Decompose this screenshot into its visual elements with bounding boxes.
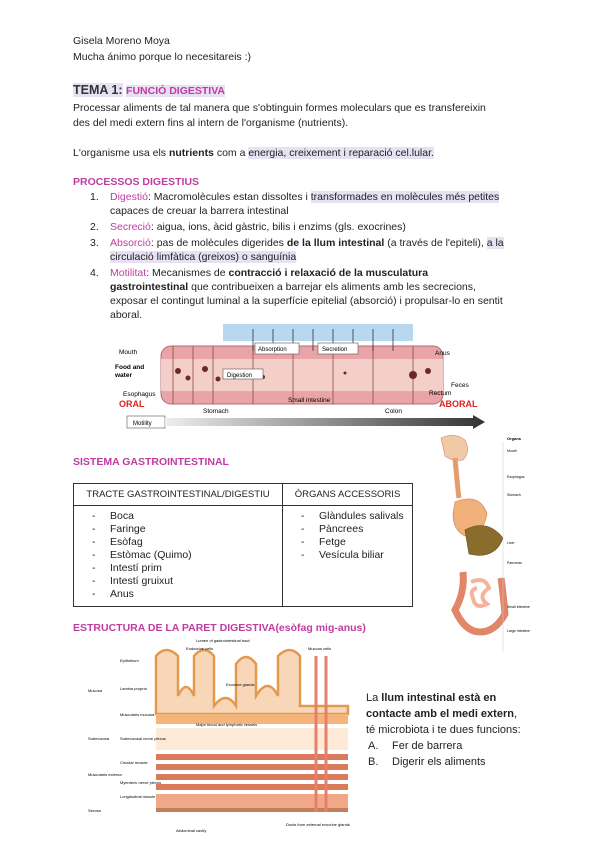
author-name: Gisela Moreno Moya (73, 35, 170, 47)
item-term: Digestió (110, 191, 148, 203)
list-item-text: Anus (110, 588, 134, 600)
submucosa-label: Submucosa (88, 736, 110, 741)
item-text: : aigua, ions, àcid gàstric, bilis i enzims (gls. exocrines) (150, 221, 406, 233)
epithelium-label: Epithelium (120, 658, 139, 663)
vessels-label: Major blood and lymphatic vessels (196, 722, 258, 727)
tracte-cell (74, 506, 283, 607)
anus-label: Anus (435, 350, 450, 357)
organ-label: Large intestine (507, 629, 530, 633)
mucosa-label: Mucosa (88, 688, 103, 693)
item-bold: de la llum intestinal (286, 237, 385, 249)
tube-lumen (161, 359, 443, 391)
aboral-label: ABORAL (439, 399, 478, 409)
motility-label: Motility (133, 421, 152, 427)
item-number: 3. (90, 237, 99, 249)
bullet-dash: - (301, 523, 305, 535)
water-label: water (115, 372, 132, 379)
list-item (90, 220, 530, 234)
item-number: 4. (90, 267, 99, 279)
llum-line-3: té microbiota i te dues funcions: (366, 724, 521, 736)
bullet-dash: - (301, 510, 305, 522)
estructura-title: ESTRUCTURA DE LA PARET DIGESTIVA (73, 622, 276, 634)
submucosal-plexus-label: Submucosal nerve plexus (120, 736, 166, 741)
list-item (90, 190, 530, 204)
list-item-text: Boca (110, 510, 134, 522)
item-bold-cont: gastrointestinal (110, 281, 189, 293)
organs-list (301, 510, 412, 562)
organ-label: Liver (507, 541, 515, 545)
nutrients-paragraph (73, 146, 434, 160)
item-text: : Mecanismes de (146, 267, 229, 279)
greeting: Mucha ánimo porque lo necesitareis :) (73, 51, 252, 63)
endocrine-cells-label: Endocrine cells (186, 646, 214, 651)
bullet-dash: - (301, 549, 305, 561)
digestive-wall-diagram (86, 636, 364, 836)
digestion-label: Digestion (227, 373, 253, 379)
item-text-cont: capaces de creuar la barrera intestinal (110, 205, 289, 217)
item-term: Absorció (110, 237, 151, 249)
llum-bold-1: llum intestinal està en (381, 692, 497, 704)
sistema-table (73, 483, 413, 607)
serosa-label: Serosa (88, 808, 101, 813)
list-item (90, 236, 530, 250)
list-item (92, 536, 282, 549)
item-text: Fer de barrera (392, 740, 463, 752)
list-item-text: Vesícula biliar (319, 549, 384, 561)
nutrients-pre: L'organisme usa els (73, 147, 169, 159)
bullet-dash: - (92, 549, 96, 561)
list-item-text: Pàncrees (319, 523, 364, 535)
list-item (301, 536, 412, 549)
organs-cell (283, 506, 413, 607)
submucosa-band (156, 728, 348, 750)
list-item-text: Intestí gruixut (110, 575, 174, 587)
item-text: : Macromolècules estan dissoltes i (147, 191, 311, 203)
list-item (92, 510, 282, 523)
processos-list (90, 190, 530, 322)
title-tema: TEMA 1: (73, 83, 123, 97)
esophagus-label: Esophagus (123, 391, 156, 398)
item-highlight-cont: circulació limfàtica (greixos) o sanguínia (110, 251, 297, 263)
bullet-dash: - (92, 588, 96, 600)
tracte-list (92, 510, 282, 601)
nutrients-bold: nutrients (168, 147, 214, 159)
list-item (92, 523, 282, 536)
list-item (92, 588, 282, 601)
item-letter: A. (368, 740, 379, 752)
item-text: : pas de molècules digerides (150, 237, 287, 249)
list-item (92, 562, 282, 575)
llum-pre: La (366, 692, 382, 704)
list-item (301, 523, 412, 536)
lamina-label: Lamina propria (120, 686, 147, 691)
longitudinal-muscle-label: Longitudinal muscle (120, 794, 156, 799)
item-text: Digerir els aliments (392, 756, 486, 768)
organ-label: Small intestine (507, 605, 530, 609)
rectum-label: Rectum (429, 390, 452, 397)
mucous-cells-label: Mucous cells (308, 646, 332, 651)
nutrients-highlight: energia, creixement i reparació cel.lular. (248, 147, 434, 159)
item-text: que contribueixen a barrejar els aliments amb les secrecions, (188, 281, 476, 293)
item-highlight: a la (486, 237, 504, 249)
list-item (92, 575, 282, 588)
item-text-cont: aboral. (110, 309, 143, 321)
bullet-dash: - (92, 562, 96, 574)
item-text-cont: exposar el contingut luminal a la superfície epitelial (absorció) i propulsar-lo en sentit (110, 295, 503, 307)
organ-label: Esophagus (507, 475, 525, 479)
lumen-label: Lumen of gastrointestinal tract (196, 638, 250, 643)
list-item (301, 510, 412, 523)
list-item-text: Esòfag (110, 536, 143, 548)
llum-paragraph (366, 690, 546, 770)
longitudinal-band (156, 794, 348, 808)
list-item (90, 266, 530, 280)
exocrine-glands-label: Exocrine glands (226, 682, 255, 687)
sistema-heading: SISTEMA GASTROINTESTINAL (73, 456, 229, 468)
table-header-organs: ÒRGANS ACCESSORIS (283, 484, 413, 506)
absorption-label: Absorption (258, 347, 287, 353)
llum-bold-2: contacte amb el medi extern (366, 708, 514, 720)
estructura-heading (73, 622, 366, 634)
abdominal-cavity-label: Abdominal cavity (176, 828, 207, 833)
stomach-label: Stomach (203, 408, 229, 415)
ducts-label: Ducts from external exocrine glands (286, 822, 350, 827)
list-item-text: Faringe (110, 523, 146, 535)
title-name: FUNCIÓ DIGESTIVA (126, 85, 226, 97)
myenteric-plexus-label: Myenteric nerve plexus (120, 780, 162, 785)
list-item-text: Intestí prim (110, 562, 162, 574)
secretion-label: Secretion (322, 347, 348, 353)
bullet-dash: - (92, 536, 96, 548)
nutrients-mid: com a (213, 147, 249, 159)
item-text: (a través de l'epiteli), (384, 237, 487, 249)
digestive-tract-diagram (113, 321, 489, 433)
list-item-text: Estòmac (Quimo) (110, 549, 192, 561)
colon-label: Colon (385, 408, 402, 415)
circular-muscle-label: Circular muscle (120, 760, 148, 765)
bullet-dash: - (92, 510, 96, 522)
mouth-label: Mouth (119, 349, 138, 356)
item-bold: contracció i relaxació de la musculatura (228, 267, 429, 279)
organ-label: Mouth (507, 449, 517, 453)
serosa-band (156, 808, 348, 812)
feces-label: Feces (451, 382, 469, 389)
llum-comma: , (513, 708, 518, 720)
page-title (73, 83, 225, 97)
blood-band (223, 324, 413, 341)
oral-label: ORAL (119, 399, 145, 409)
list-item (301, 549, 412, 562)
table-header-tracte: TRACTE GASTROINTESTINAL/DIGESTIU (74, 484, 283, 506)
list-item-text: Fetge (319, 536, 346, 548)
list-item (92, 549, 282, 562)
list-item (366, 754, 546, 770)
muscularis-mucosa-label: Muscularis mucosa (120, 712, 155, 717)
item-number: 1. (90, 191, 99, 203)
organ-label: Pancreas (507, 561, 522, 565)
item-letter: B. (368, 756, 379, 768)
list-item-text: Glàndules salivals (319, 510, 404, 522)
organ-label: Stomach (507, 493, 521, 497)
processos-heading: PROCESSOS DIGESTIUS (73, 176, 200, 188)
item-number: 2. (90, 221, 99, 233)
item-highlight: transformades en molècules més petites (310, 191, 500, 203)
list-item (366, 738, 546, 754)
bullet-dash: - (92, 575, 96, 587)
organs-label: Organs (507, 436, 522, 441)
intro-line-2: des del medi extern fins al intern de l'organisme (nutrients). (73, 117, 349, 129)
item-term: Motilitat (110, 267, 147, 279)
bullet-dash: - (92, 523, 96, 535)
estructura-sub: (esòfag mig-anus) (275, 622, 366, 634)
bullet-dash: - (301, 536, 305, 548)
intro-line-1: Processar aliments de tal manera que s'obtinguin formes moleculars que es transfereixin (73, 102, 486, 114)
item-term: Secreció (110, 221, 151, 233)
digestive-organs-diagram (425, 432, 537, 662)
muscularis-externa-label: Muscularis externa (88, 772, 122, 777)
small-intestine-label: Small intestine (288, 397, 331, 404)
food-label: Food and (115, 364, 145, 371)
